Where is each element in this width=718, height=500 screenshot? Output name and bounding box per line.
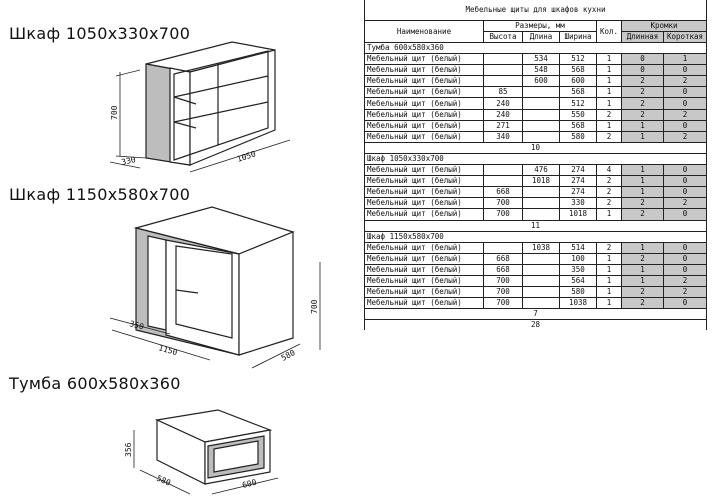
grand-total: 28 <box>365 320 707 331</box>
width-cell: 580 <box>560 131 597 142</box>
table-row <box>365 198 707 209</box>
qty-cell: 1 <box>597 253 622 264</box>
edge-short-cell: 0 <box>664 87 707 98</box>
length-cell: 1018 <box>523 176 560 187</box>
edge-long-cell: 2 <box>622 87 664 98</box>
edge-long-cell: 2 <box>622 198 664 209</box>
cab2-depth-dim: 350 <box>128 319 145 332</box>
section-title: Тумба 600x580x360 <box>365 43 707 54</box>
edge-short-cell: 2 <box>664 109 707 120</box>
qty-cell: 2 <box>597 176 622 187</box>
panel-name-cell: Мебельный щит (белый) <box>365 264 484 275</box>
length-cell: 1038 <box>523 242 560 253</box>
length-cell <box>523 87 560 98</box>
cab2-width-dim: 1150 <box>157 343 179 358</box>
cab3-height-dim: 356 <box>124 442 133 457</box>
edge-short-cell: 1 <box>664 54 707 65</box>
col-name-header: Наименование <box>365 21 484 43</box>
section-total: 7 <box>365 309 707 320</box>
height-cell: 240 <box>484 98 523 109</box>
length-cell <box>523 264 560 275</box>
height-cell: 668 <box>484 187 523 198</box>
section-total-row <box>365 220 707 231</box>
table-row <box>365 65 707 76</box>
edge-long-cell: 1 <box>622 120 664 131</box>
panels-table <box>364 0 707 330</box>
edge-long-cell: 2 <box>622 98 664 109</box>
col-qty-header: Кол. <box>597 21 622 43</box>
width-cell: 564 <box>560 275 597 286</box>
width-cell: 274 <box>560 187 597 198</box>
panel-name-cell: Мебельный щит (белый) <box>365 98 484 109</box>
width-cell: 330 <box>560 198 597 209</box>
edge-short-cell: 0 <box>664 65 707 76</box>
edge-long-cell: 0 <box>622 65 664 76</box>
panel-name-cell: Мебельный щит (белый) <box>365 187 484 198</box>
qty-cell: 4 <box>597 165 622 176</box>
table-row <box>365 109 707 120</box>
table-row <box>365 253 707 264</box>
edge-short-cell: 0 <box>664 98 707 109</box>
qty-cell: 2 <box>597 109 622 120</box>
cab1-depth-dim: 330 <box>120 155 137 167</box>
height-cell: 700 <box>484 287 523 298</box>
panel-name-cell: Мебельный щит (белый) <box>365 87 484 98</box>
height-cell <box>484 165 523 176</box>
cab1-height-dim: 700 <box>110 105 119 120</box>
table-row <box>365 242 707 253</box>
length-cell <box>523 275 560 286</box>
table-row <box>365 98 707 109</box>
table-row <box>365 275 707 286</box>
panel-name-cell: Мебельный щит (белый) <box>365 287 484 298</box>
length-cell <box>523 253 560 264</box>
cab3-depth-dim: 580 <box>155 473 173 488</box>
width-cell: 350 <box>560 264 597 275</box>
edge-long-cell: 2 <box>622 209 664 220</box>
height-cell: 240 <box>484 109 523 120</box>
table-row <box>365 209 707 220</box>
edge-long-cell: 1 <box>622 165 664 176</box>
length-cell: 534 <box>523 54 560 65</box>
panel-name-cell: Мебельный щит (белый) <box>365 131 484 142</box>
cabinet-3-drawing <box>157 410 270 484</box>
section-total: 11 <box>365 220 707 231</box>
edge-long-cell: 1 <box>622 275 664 286</box>
cabinet-3-title: Тумба 600x580x360 <box>9 374 181 393</box>
height-cell <box>484 65 523 76</box>
length-cell: 476 <box>523 165 560 176</box>
height-cell: 700 <box>484 298 523 309</box>
qty-cell: 1 <box>597 275 622 286</box>
length-cell <box>523 209 560 220</box>
panel-name-cell: Мебельный щит (белый) <box>365 65 484 76</box>
section-title: Шкаф 1150x580x700 <box>365 231 707 242</box>
edge-long-cell: 2 <box>622 298 664 309</box>
qty-cell: 1 <box>597 54 622 65</box>
edge-short-cell: 2 <box>664 76 707 87</box>
qty-cell: 2 <box>597 187 622 198</box>
qty-cell: 1 <box>597 298 622 309</box>
length-cell <box>523 120 560 131</box>
section-header-row <box>365 231 707 242</box>
col-height-header: Высота <box>484 32 523 43</box>
height-cell: 668 <box>484 264 523 275</box>
table-row <box>365 287 707 298</box>
edge-short-cell: 0 <box>664 187 707 198</box>
qty-cell: 1 <box>597 264 622 275</box>
width-cell: 580 <box>560 287 597 298</box>
cab2-height-dim: 700 <box>310 299 319 314</box>
qty-cell: 1 <box>597 209 622 220</box>
qty-cell: 1 <box>597 120 622 131</box>
width-cell: 274 <box>560 165 597 176</box>
col-edge-short-header: Короткая <box>664 32 707 43</box>
cabinet-1-title: Шкаф 1050x330x700 <box>9 24 191 43</box>
width-cell: 514 <box>560 242 597 253</box>
width-cell: 274 <box>560 176 597 187</box>
panel-name-cell: Мебельный щит (белый) <box>365 298 484 309</box>
cab2-depth2-dim: 580 <box>279 348 297 363</box>
edge-short-cell: 0 <box>664 253 707 264</box>
cabinet-1-drawing <box>146 42 275 165</box>
edge-short-cell: 2 <box>664 131 707 142</box>
edge-long-cell: 1 <box>622 176 664 187</box>
col-edge-long-header: Длинная <box>622 32 664 43</box>
section-total-row <box>365 309 707 320</box>
edge-long-cell: 1 <box>622 131 664 142</box>
panel-name-cell: Мебельный щит (белый) <box>365 165 484 176</box>
table-row <box>365 264 707 275</box>
panel-name-cell: Мебельный щит (белый) <box>365 253 484 264</box>
width-cell: 1018 <box>560 209 597 220</box>
edge-short-cell: 0 <box>664 165 707 176</box>
table-row <box>365 54 707 65</box>
edge-short-cell: 0 <box>664 209 707 220</box>
col-length-header: Длина <box>523 32 560 43</box>
panel-name-cell: Мебельный щит (белый) <box>365 76 484 87</box>
section-header-row <box>365 153 707 164</box>
cab3-width-dim: 600 <box>241 477 258 490</box>
edge-short-cell: 2 <box>664 198 707 209</box>
width-cell: 100 <box>560 253 597 264</box>
width-cell: 568 <box>560 87 597 98</box>
height-cell: 700 <box>484 198 523 209</box>
grand-total-row <box>365 320 707 331</box>
edge-long-cell: 0 <box>622 54 664 65</box>
edge-long-cell: 1 <box>622 187 664 198</box>
edge-long-cell: 2 <box>622 76 664 87</box>
edge-long-cell: 1 <box>622 264 664 275</box>
length-cell <box>523 109 560 120</box>
table-row <box>365 298 707 309</box>
edge-long-cell: 2 <box>622 109 664 120</box>
section-title: Шкаф 1050x330x700 <box>365 153 707 164</box>
width-cell: 550 <box>560 109 597 120</box>
table-row <box>365 165 707 176</box>
qty-cell: 1 <box>597 287 622 298</box>
edge-long-cell: 1 <box>622 242 664 253</box>
height-cell <box>484 242 523 253</box>
table-row <box>365 187 707 198</box>
table-row <box>365 120 707 131</box>
height-cell: 85 <box>484 87 523 98</box>
length-cell: 548 <box>523 65 560 76</box>
table-row <box>365 87 707 98</box>
col-edges-header: Кромки <box>622 21 707 32</box>
width-cell: 600 <box>560 76 597 87</box>
width-cell: 568 <box>560 120 597 131</box>
qty-cell: 1 <box>597 65 622 76</box>
qty-cell: 1 <box>597 87 622 98</box>
width-cell: 512 <box>560 98 597 109</box>
height-cell: 271 <box>484 120 523 131</box>
edge-long-cell: 2 <box>622 253 664 264</box>
height-cell: 700 <box>484 275 523 286</box>
edge-short-cell: 0 <box>664 242 707 253</box>
table-row <box>365 76 707 87</box>
section-total: 10 <box>365 142 707 153</box>
panel-name-cell: Мебельный щит (белый) <box>365 109 484 120</box>
length-cell <box>523 287 560 298</box>
table-title: Мебельные щиты для шкафов кухни <box>365 0 707 21</box>
edge-short-cell: 0 <box>664 298 707 309</box>
height-cell: 668 <box>484 253 523 264</box>
table-row <box>365 131 707 142</box>
col-width-header: Ширина <box>560 32 597 43</box>
panel-name-cell: Мебельный щит (белый) <box>365 242 484 253</box>
panels-table-body <box>365 0 707 330</box>
qty-cell: 1 <box>597 98 622 109</box>
table-row <box>365 176 707 187</box>
length-cell <box>523 198 560 209</box>
height-cell: 340 <box>484 131 523 142</box>
edge-short-cell: 2 <box>664 275 707 286</box>
qty-cell: 2 <box>597 198 622 209</box>
length-cell <box>523 131 560 142</box>
edge-long-cell: 2 <box>622 287 664 298</box>
width-cell: 512 <box>560 54 597 65</box>
width-cell: 568 <box>560 65 597 76</box>
length-cell <box>523 187 560 198</box>
col-sizes-header: Размеры, мм <box>484 21 597 32</box>
length-cell: 600 <box>523 76 560 87</box>
panel-name-cell: Мебельный щит (белый) <box>365 120 484 131</box>
panel-name-cell: Мебельный щит (белый) <box>365 275 484 286</box>
panel-name-cell: Мебельный щит (белый) <box>365 209 484 220</box>
length-cell <box>523 98 560 109</box>
edge-short-cell: 0 <box>664 176 707 187</box>
height-cell <box>484 54 523 65</box>
edge-short-cell: 0 <box>664 120 707 131</box>
edge-short-cell: 0 <box>664 264 707 275</box>
qty-cell: 1 <box>597 76 622 87</box>
panel-name-cell: Мебельный щит (белый) <box>365 198 484 209</box>
height-cell <box>484 76 523 87</box>
width-cell: 1038 <box>560 298 597 309</box>
edge-short-cell: 2 <box>664 287 707 298</box>
cab1-width-dim: 1050 <box>235 149 257 164</box>
cabinet-2-title: Шкаф 1150x580x700 <box>9 185 191 204</box>
section-header-row <box>365 43 707 54</box>
qty-cell: 2 <box>597 242 622 253</box>
panel-name-cell: Мебельный щит (белый) <box>365 176 484 187</box>
height-cell <box>484 176 523 187</box>
section-total-row <box>365 142 707 153</box>
length-cell <box>523 298 560 309</box>
height-cell: 700 <box>484 209 523 220</box>
qty-cell: 2 <box>597 131 622 142</box>
panel-name-cell: Мебельный щит (белый) <box>365 54 484 65</box>
